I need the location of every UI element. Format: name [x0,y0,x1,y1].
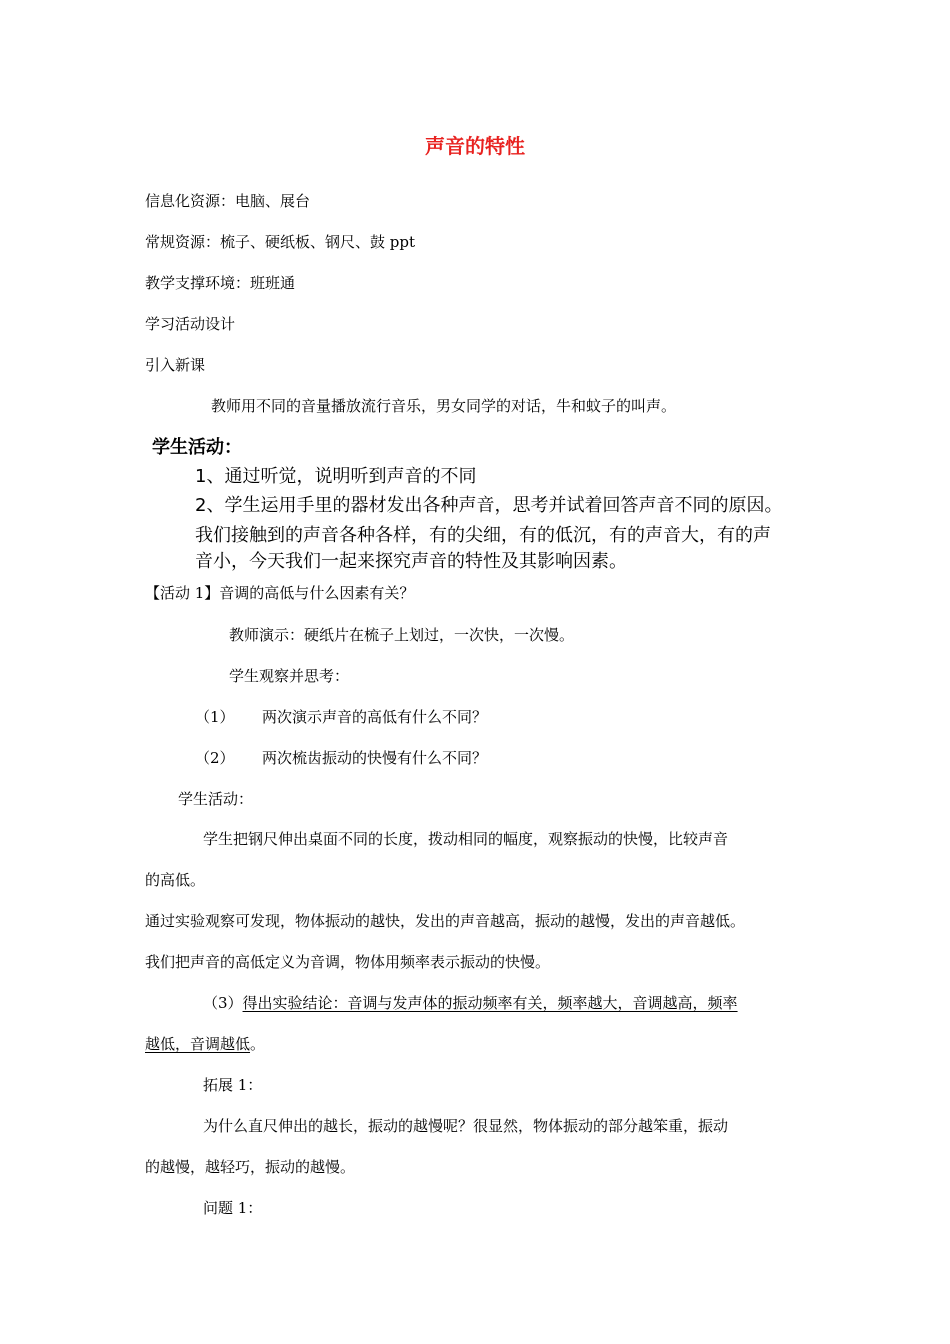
body-line-4: 我们把声音的高低定义为音调，物体用频率表示振动的快慢。 [145,953,551,971]
student-item-2: 2、学生运用手里的器材发出各种声音，思考并试着回答声音不同的原因。 [195,495,783,516]
section-intro: 引入新课 [145,356,206,374]
activity1-heading: 【活动 1】音调的高低与什么因素有关？ [145,584,415,602]
student-item-3: 我们接触到的声音各种各样，有的尖细，有的低沉，有的声音大，有的声 [195,525,771,546]
body-line-2: 的高低。 [145,871,206,889]
extension-line-2: 的越慢，越轻巧，振动的越慢。 [145,1158,356,1176]
student-item-4: 音小，今天我们一起来探究声音的特性及其影响因素。 [195,551,627,572]
extension-label: 拓展 1： [203,1076,263,1094]
page-title: 声音的特性 [425,134,525,158]
student-item-1: 1、通过听觉，说明听到声音的不同 [195,466,477,487]
intro-text: 教师用不同的音量播放流行音乐，男女同学的对话，牛和蚊子的叫声。 [211,397,677,415]
resources-regular: 常规资源：梳子、硬纸板、钢尺、鼓 ppt [145,233,416,251]
resources-environment: 教学支撑环境：班班通 [145,274,296,292]
section-activity-design: 学习活动设计 [145,315,236,333]
extension-line-1: 为什么直尺伸出的越长，振动的越慢呢？很显然，物体振动的部分越笨重，振动 [203,1117,729,1135]
question-1-number: （1） [195,708,235,726]
activity1-demo: 教师演示：硬纸片在梳子上划过，一次快，一次慢。 [229,626,575,644]
conclusion-text-1: 得出实验结论：音调与发声体的振动频率有关，频率越大，音调越高，频率 [242,994,738,1012]
body-line-3: 通过实验观察可发现，物体振动的越快，发出的声音越高，振动的越慢，发出的声音越低。 [145,912,746,930]
resources-info: 信息化资源：电脑、展台 [145,192,311,210]
activity1-observe: 学生观察并思考： [229,667,350,685]
activity1-student-label: 学生活动： [178,790,254,808]
conclusion-end: 。 [250,1035,266,1053]
conclusion-text-2: 越低，音调越低 [145,1035,251,1053]
question-2-number: （2） [195,749,235,767]
question-2-text: 两次梳齿振动的快慢有什么不同？ [262,749,488,767]
question-1-text: 两次演示声音的高低有什么不同？ [262,708,488,726]
body-line-1: 学生把钢尺伸出桌面不同的长度，拨动相同的幅度，观察振动的快慢，比较声音 [203,830,729,848]
conclusion-row-1 [203,993,738,1013]
conclusion-row-2 [145,1034,265,1054]
question-1-label: 问题 1： [203,1199,263,1217]
conclusion-number: （3） [203,994,243,1012]
student-activity-heading: 学生活动： [152,437,242,458]
